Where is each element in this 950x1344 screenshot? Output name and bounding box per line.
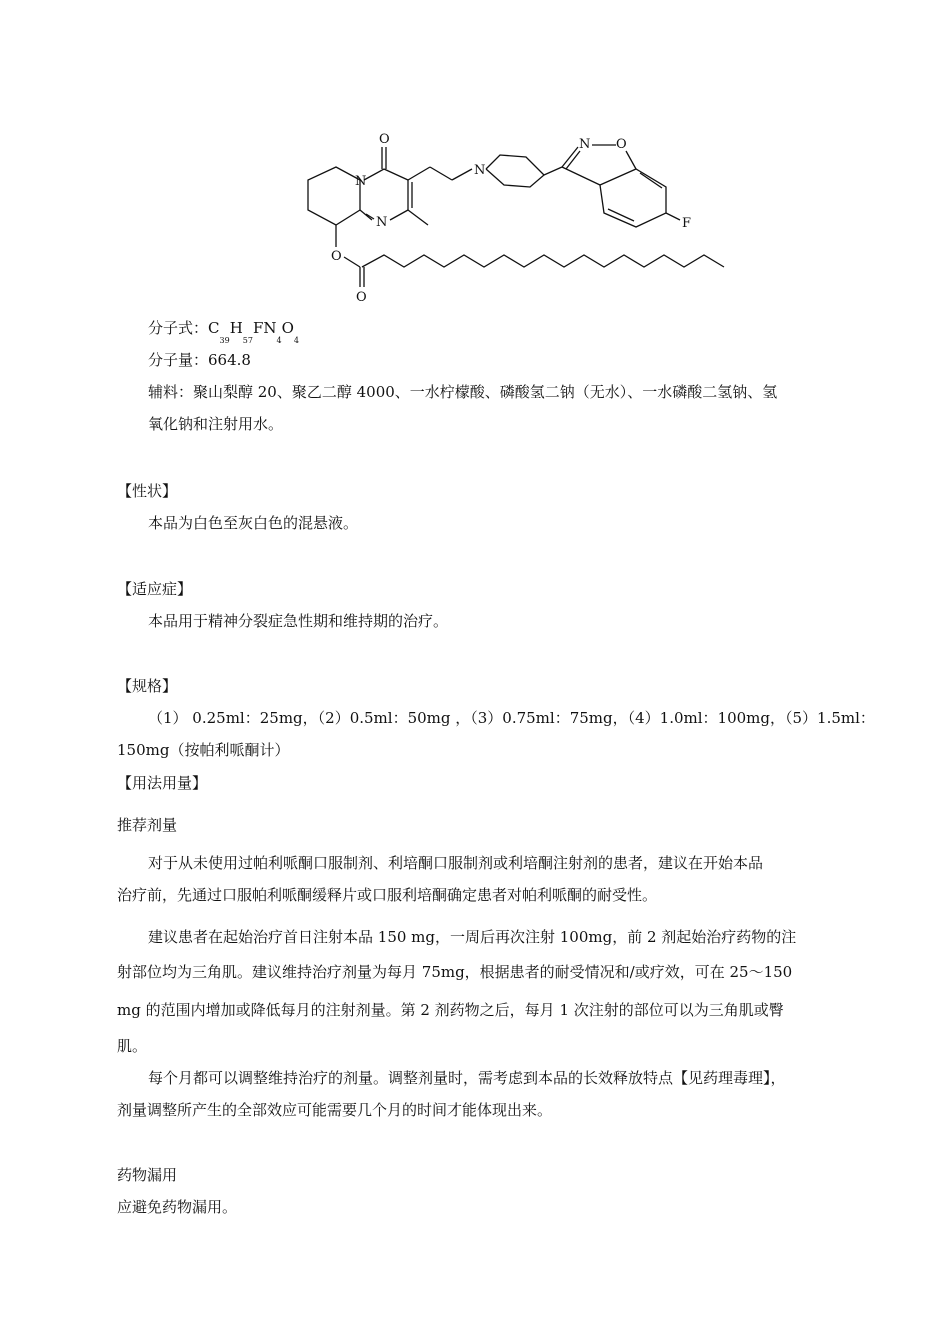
section-heading-properties: 【性状】 xyxy=(117,482,178,500)
excipients-line-2: 氧化钠和注射用水。 xyxy=(148,415,284,433)
dosage-para-2-line-1: 建议患者在起始治疗首日注射本品 150 mg，一周后再次注射 100mg，前 2 剂起始治疗药物的注 xyxy=(148,928,797,946)
dosage-para-2-line-2: 射部位均为三角肌。建议维持治疗剂量为每月 75mg，根据患者的耐受情况和/或疗效，可在 25～150 xyxy=(117,963,793,981)
dosage-para-2-line-4: 肌。 xyxy=(117,1037,148,1055)
section-heading-specs: 【规格】 xyxy=(117,677,178,695)
missed-dose-text: 应避免药物漏用。 xyxy=(117,1198,238,1216)
molecular-weight: 分子量：664.8 xyxy=(148,351,251,369)
formula-h: H xyxy=(229,319,243,337)
atom-label: F xyxy=(682,216,692,231)
atom-label: O xyxy=(331,249,342,264)
specs-line-1: （1） 0.25ml：25mg，（2）0.5ml：50mg ，（3）0.75ml：75mg，（4）1.0ml：100mg，（5）1.5ml： xyxy=(148,709,875,727)
indications-text: 本品用于精神分裂症急性期和维持期的治疗。 xyxy=(148,612,449,630)
formula-n-sub: 4 xyxy=(276,336,282,345)
chemical-structure xyxy=(300,125,730,310)
atom-label: N xyxy=(474,163,486,178)
formula-c-sub: 39 xyxy=(219,336,230,345)
section-heading-indications: 【适应症】 xyxy=(117,580,193,598)
specs-line-2: 150mg（按帕利哌酮计） xyxy=(117,741,290,759)
structure-bonds xyxy=(308,145,724,287)
atom-label: O xyxy=(356,290,367,305)
formula-o-sub: 4 xyxy=(293,336,300,345)
atom-label: N xyxy=(355,174,367,189)
formula-label: 分子式： xyxy=(148,319,209,337)
molecular-formula xyxy=(148,318,868,345)
atom-label: O xyxy=(616,137,627,152)
dosage-para-3-line-1: 每个月都可以调整维持治疗的剂量。调整剂量时，需考虑到本品的长效释放特点【见药理毒理】， xyxy=(148,1069,786,1087)
dosage-para-3-line-2: 剂量调整所产生的全部效应可能需要几个月的时间才能体现出来。 xyxy=(117,1101,553,1119)
formula-c: C xyxy=(208,319,220,337)
formula-h-sub: 57 xyxy=(242,336,253,345)
dosage-para-1-line-1: 对于从未使用过帕利哌酮口服制剂、利培酮口服制剂或利培酮注射剂的患者，建议在开始本品 xyxy=(148,854,764,872)
formula-fn: FN xyxy=(252,319,277,337)
structure-atoms xyxy=(331,132,691,305)
section-heading-dosage: 【用法用量】 xyxy=(117,774,208,792)
atom-label: N xyxy=(376,215,388,230)
subheading-missed-dose: 药物漏用 xyxy=(117,1166,178,1184)
formula-o: O xyxy=(281,319,294,337)
subheading-recommended-dose: 推荐剂量 xyxy=(117,816,178,834)
atom-label: N xyxy=(579,137,591,152)
properties-text: 本品为白色至灰白色的混悬液。 xyxy=(148,514,359,532)
excipients-line-1: 辅料：聚山梨醇 20、聚乙二醇 4000、一水柠檬酸、磷酸氢二钠（无水）、一水磷酸二氢钠、氢 xyxy=(148,383,778,401)
atom-label: O xyxy=(379,132,390,147)
dosage-para-1-line-2: 治疗前，先通过口服帕利哌酮缓释片或口服利培酮确定患者对帕利哌酮的耐受性。 xyxy=(117,886,658,904)
dosage-para-2-line-3: mg 的范围内增加或降低每月的注射剂量。第 2 剂药物之后，每月 1 次注射的部位可以为三角肌或臀 xyxy=(117,1001,784,1019)
